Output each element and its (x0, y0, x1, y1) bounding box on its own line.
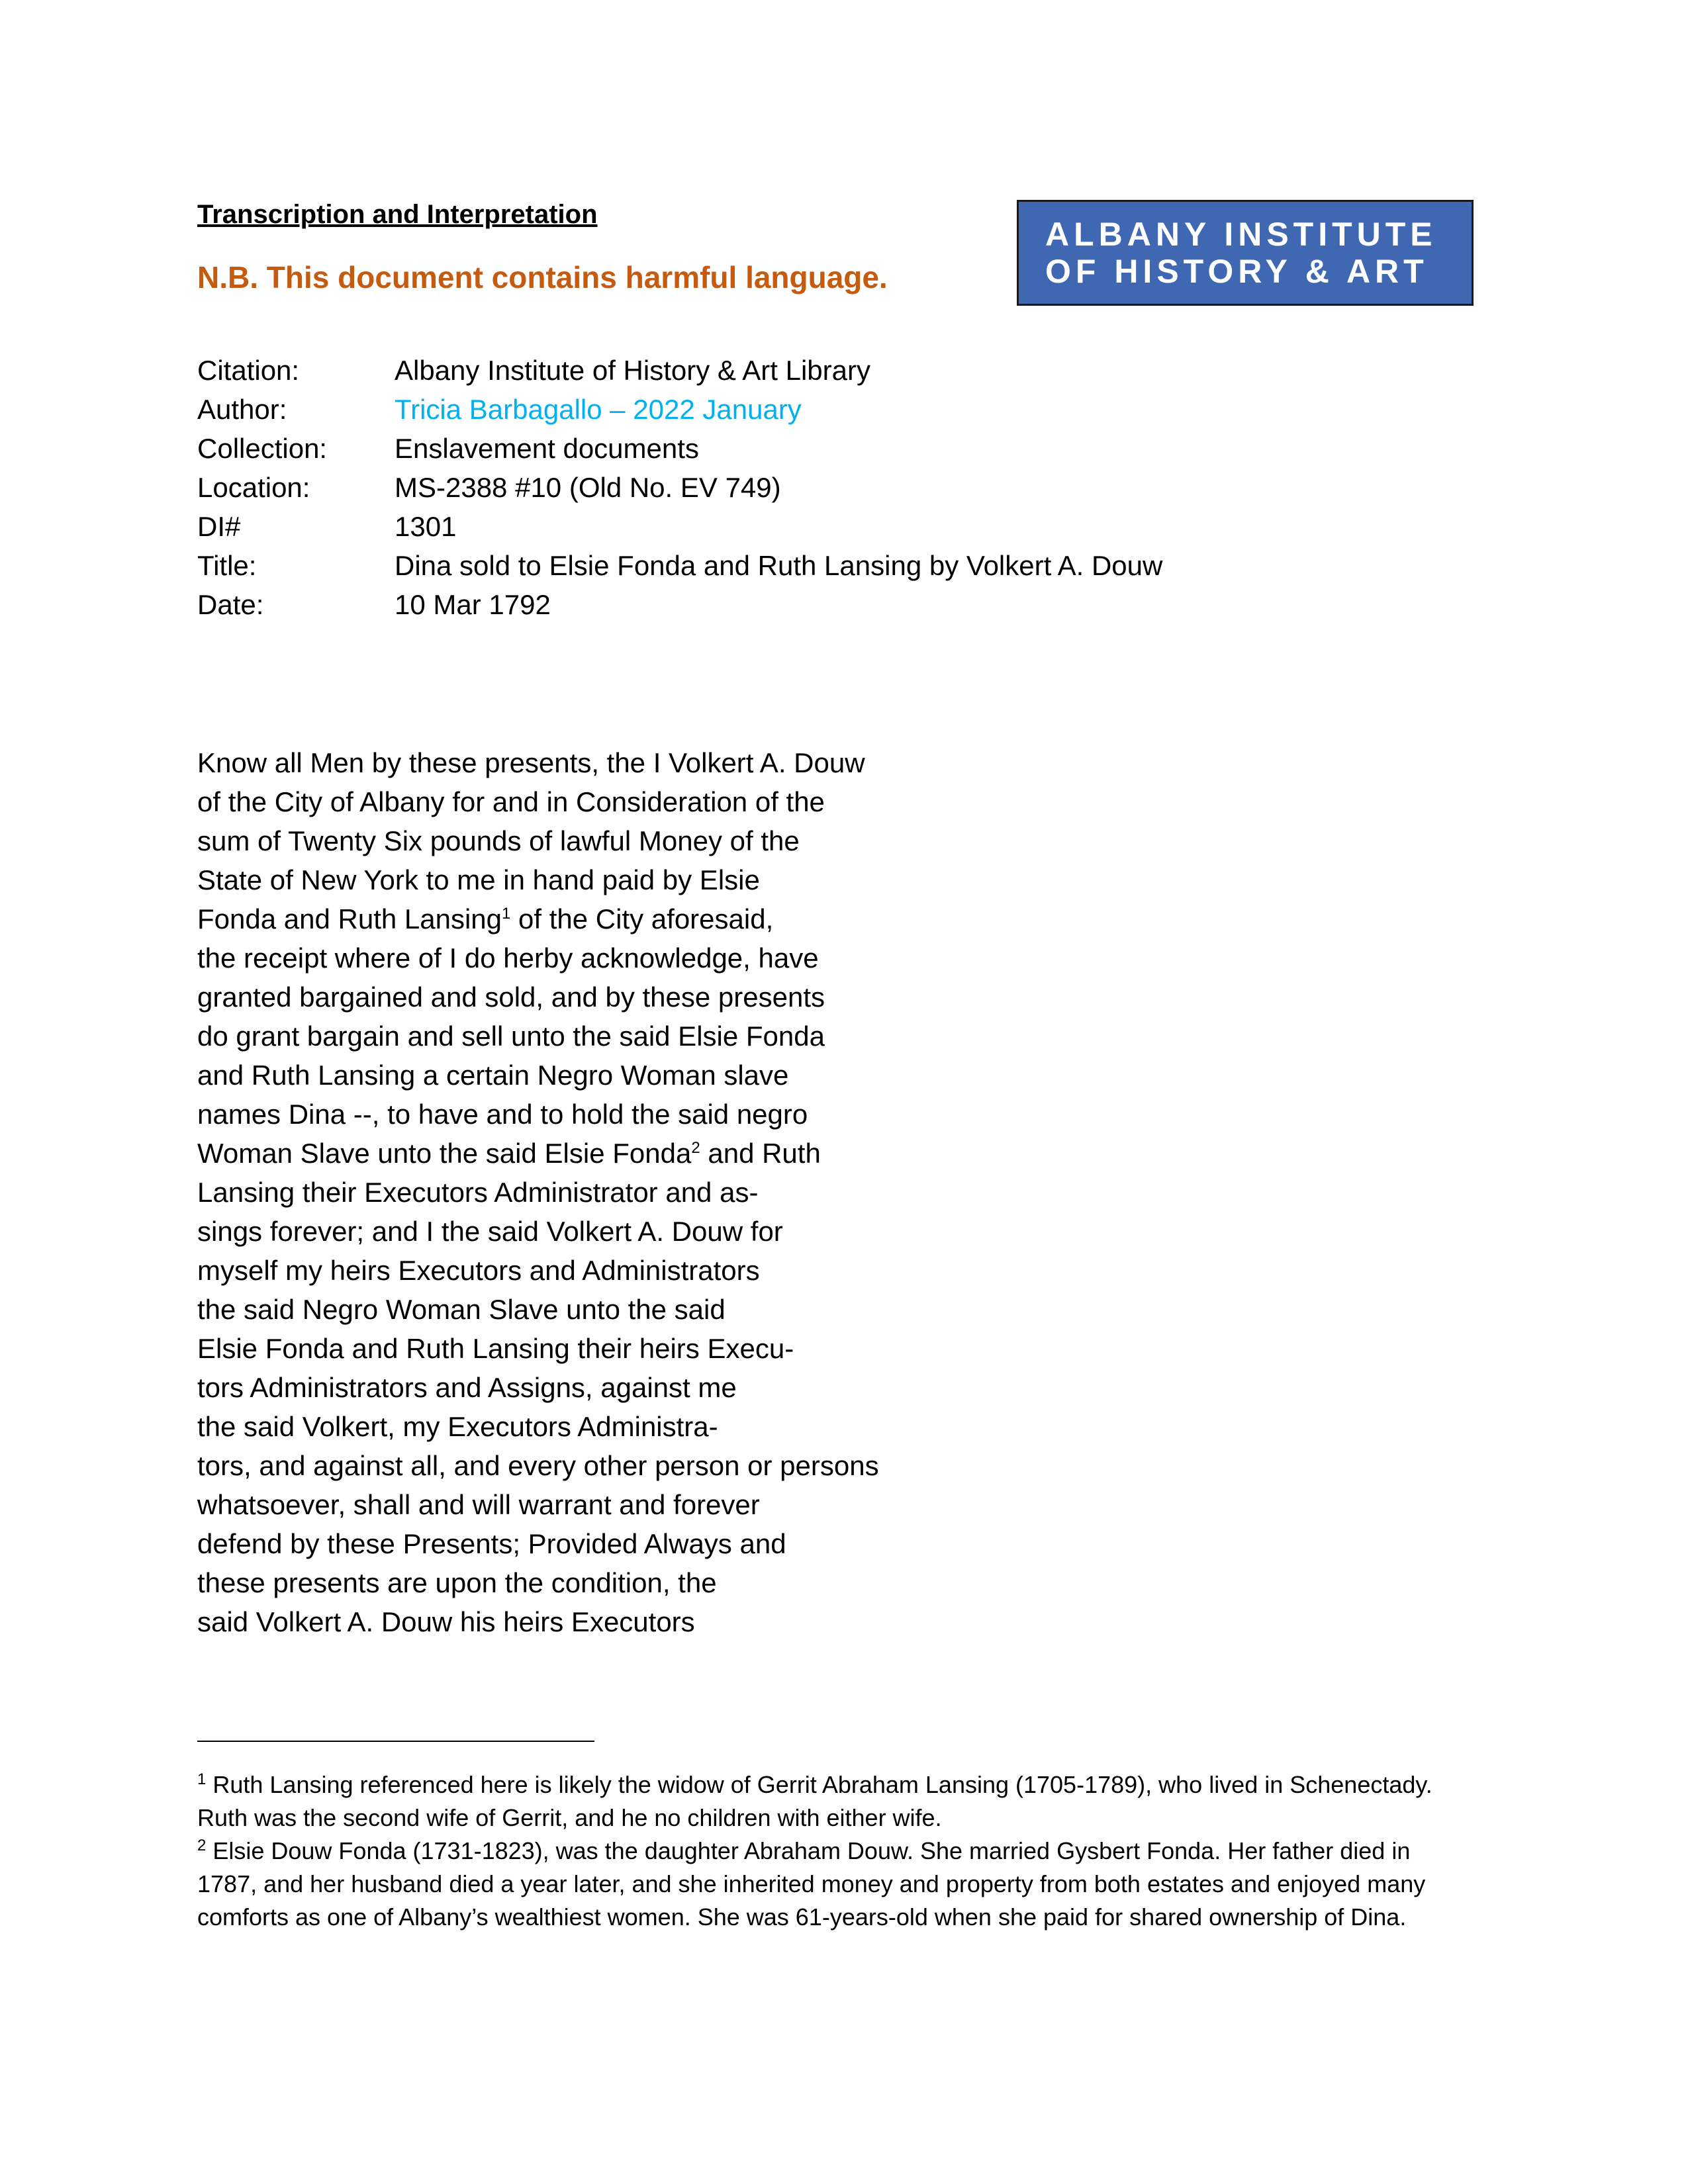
transcription-text (197, 743, 879, 1641)
citation-metadata (197, 351, 1162, 624)
transcription-line: Elsie Fonda and Ruth Lansing their heirs Execu- (197, 1333, 794, 1364)
footnotes (197, 1768, 1475, 1934)
meta-label: DI# (197, 511, 241, 542)
transcription-line: granted bargained and sold, and by these presents (197, 981, 825, 1013)
line-text: Woman Slave unto the said Elsie Fonda (197, 1138, 692, 1169)
transcription-line: do grant bargain and sell unto the said Elsie Fonda (197, 1021, 825, 1052)
meta-value: 10 Mar 1792 (395, 589, 551, 620)
meta-row-di (197, 507, 1162, 546)
transcription-line: defend by these Presents; Provided Always and (197, 1528, 786, 1559)
logo-line-1: ALBANY INSTITUTE (1045, 216, 1437, 253)
institution-logo (1017, 200, 1474, 306)
meta-row-author (197, 390, 1162, 429)
transcription-line (197, 1134, 879, 1173)
footnote-ref-1[interactable]: 1 (502, 905, 511, 923)
transcription-line: the said Volkert, my Executors Administra- (197, 1411, 718, 1442)
meta-value: 1301 (395, 511, 457, 542)
transcription-line: said Volkert A. Douw his heirs Executors (197, 1606, 695, 1637)
transcription-line (197, 899, 879, 938)
transcription-line: tors Administrators and Assigns, against me (197, 1372, 737, 1403)
meta-row-citation (197, 351, 1162, 390)
transcription-line: of the City of Albany for and in Consideration of the (197, 786, 825, 817)
transcription-line: sings forever; and I the said Volkert A. Douw for (197, 1216, 783, 1247)
meta-value: MS-2388 #10 (Old No. EV 749) (395, 472, 781, 503)
meta-label: Date: (197, 589, 264, 620)
line-text: of the City aforesaid, (510, 903, 774, 934)
meta-value: Enslavement documents (395, 433, 699, 464)
meta-row-collection (197, 429, 1162, 468)
author-link[interactable]: Tricia Barbagallo – 2022 January (395, 394, 802, 425)
footnote-ref-2[interactable]: 2 (691, 1139, 700, 1157)
footnote-text: Ruth Lansing referenced here is likely the widow of Gerrit Abraham Lansing (1705-1789), who lived in Schenectady. Ruth was the second wife of Gerrit, and he no children with either wife. (197, 1771, 1432, 1831)
meta-label: Collection: (197, 433, 328, 464)
line-text: and Ruth (700, 1138, 821, 1169)
content-warning: N.B. This document contains harmful language. (197, 260, 888, 295)
meta-row-date (197, 585, 1162, 624)
footnote-text: Elsie Douw Fonda (1731-1823), was the daughter Abraham Douw. She married Gysbert Fonda. Her father died in 1787, and her husband died a year later, and she inherited money and property from both estates and enjoyed many comforts as one of Albany’s wealthiest women. She was 61-years-old when she paid for shared ownership of Dina. (197, 1837, 1426, 1931)
transcription-line: State of New York to me in hand paid by Elsie (197, 864, 760, 895)
meta-row-location (197, 468, 1162, 507)
meta-value: Albany Institute of History & Art Library (395, 355, 870, 386)
footnote-number: 1 (197, 1770, 207, 1788)
meta-label: Author: (197, 394, 287, 425)
transcription-line: tors, and against all, and every other person or persons (197, 1450, 879, 1481)
logo-line-2: OF HISTORY & ART (1045, 253, 1429, 290)
meta-label: Citation: (197, 355, 300, 386)
footnote-number: 2 (197, 1837, 207, 1854)
transcription-line: the receipt where of I do herby acknowledge, have (197, 942, 819, 974)
meta-value: Dina sold to Elsie Fonda and Ruth Lansing by Volkert A. Douw (395, 550, 1163, 581)
transcription-line: Lansing their Executors Administrator and as- (197, 1177, 759, 1208)
page-heading: Transcription and Interpretation (197, 200, 598, 229)
line-text: Fonda and Ruth Lansing (197, 903, 502, 934)
meta-row-title (197, 546, 1162, 585)
transcription-line: myself my heirs Executors and Administrators (197, 1255, 760, 1286)
meta-label: Location: (197, 472, 310, 503)
transcription-line: and Ruth Lansing a certain Negro Woman slave (197, 1060, 789, 1091)
transcription-line: names Dina --, to have and to hold the said negro (197, 1099, 808, 1130)
meta-label: Title: (197, 550, 257, 581)
footnote-2 (197, 1835, 1475, 1934)
transcription-line: sum of Twenty Six pounds of lawful Money of the (197, 825, 800, 856)
transcription-line: Know all Men by these presents, the I Volkert A. Douw (197, 747, 865, 778)
transcription-line: whatsoever, shall and will warrant and forever (197, 1489, 760, 1520)
footnote-1 (197, 1768, 1475, 1835)
transcription-line: these presents are upon the condition, the (197, 1567, 717, 1598)
footnote-divider (197, 1741, 594, 1742)
transcription-line: the said Negro Woman Slave unto the said (197, 1294, 726, 1325)
